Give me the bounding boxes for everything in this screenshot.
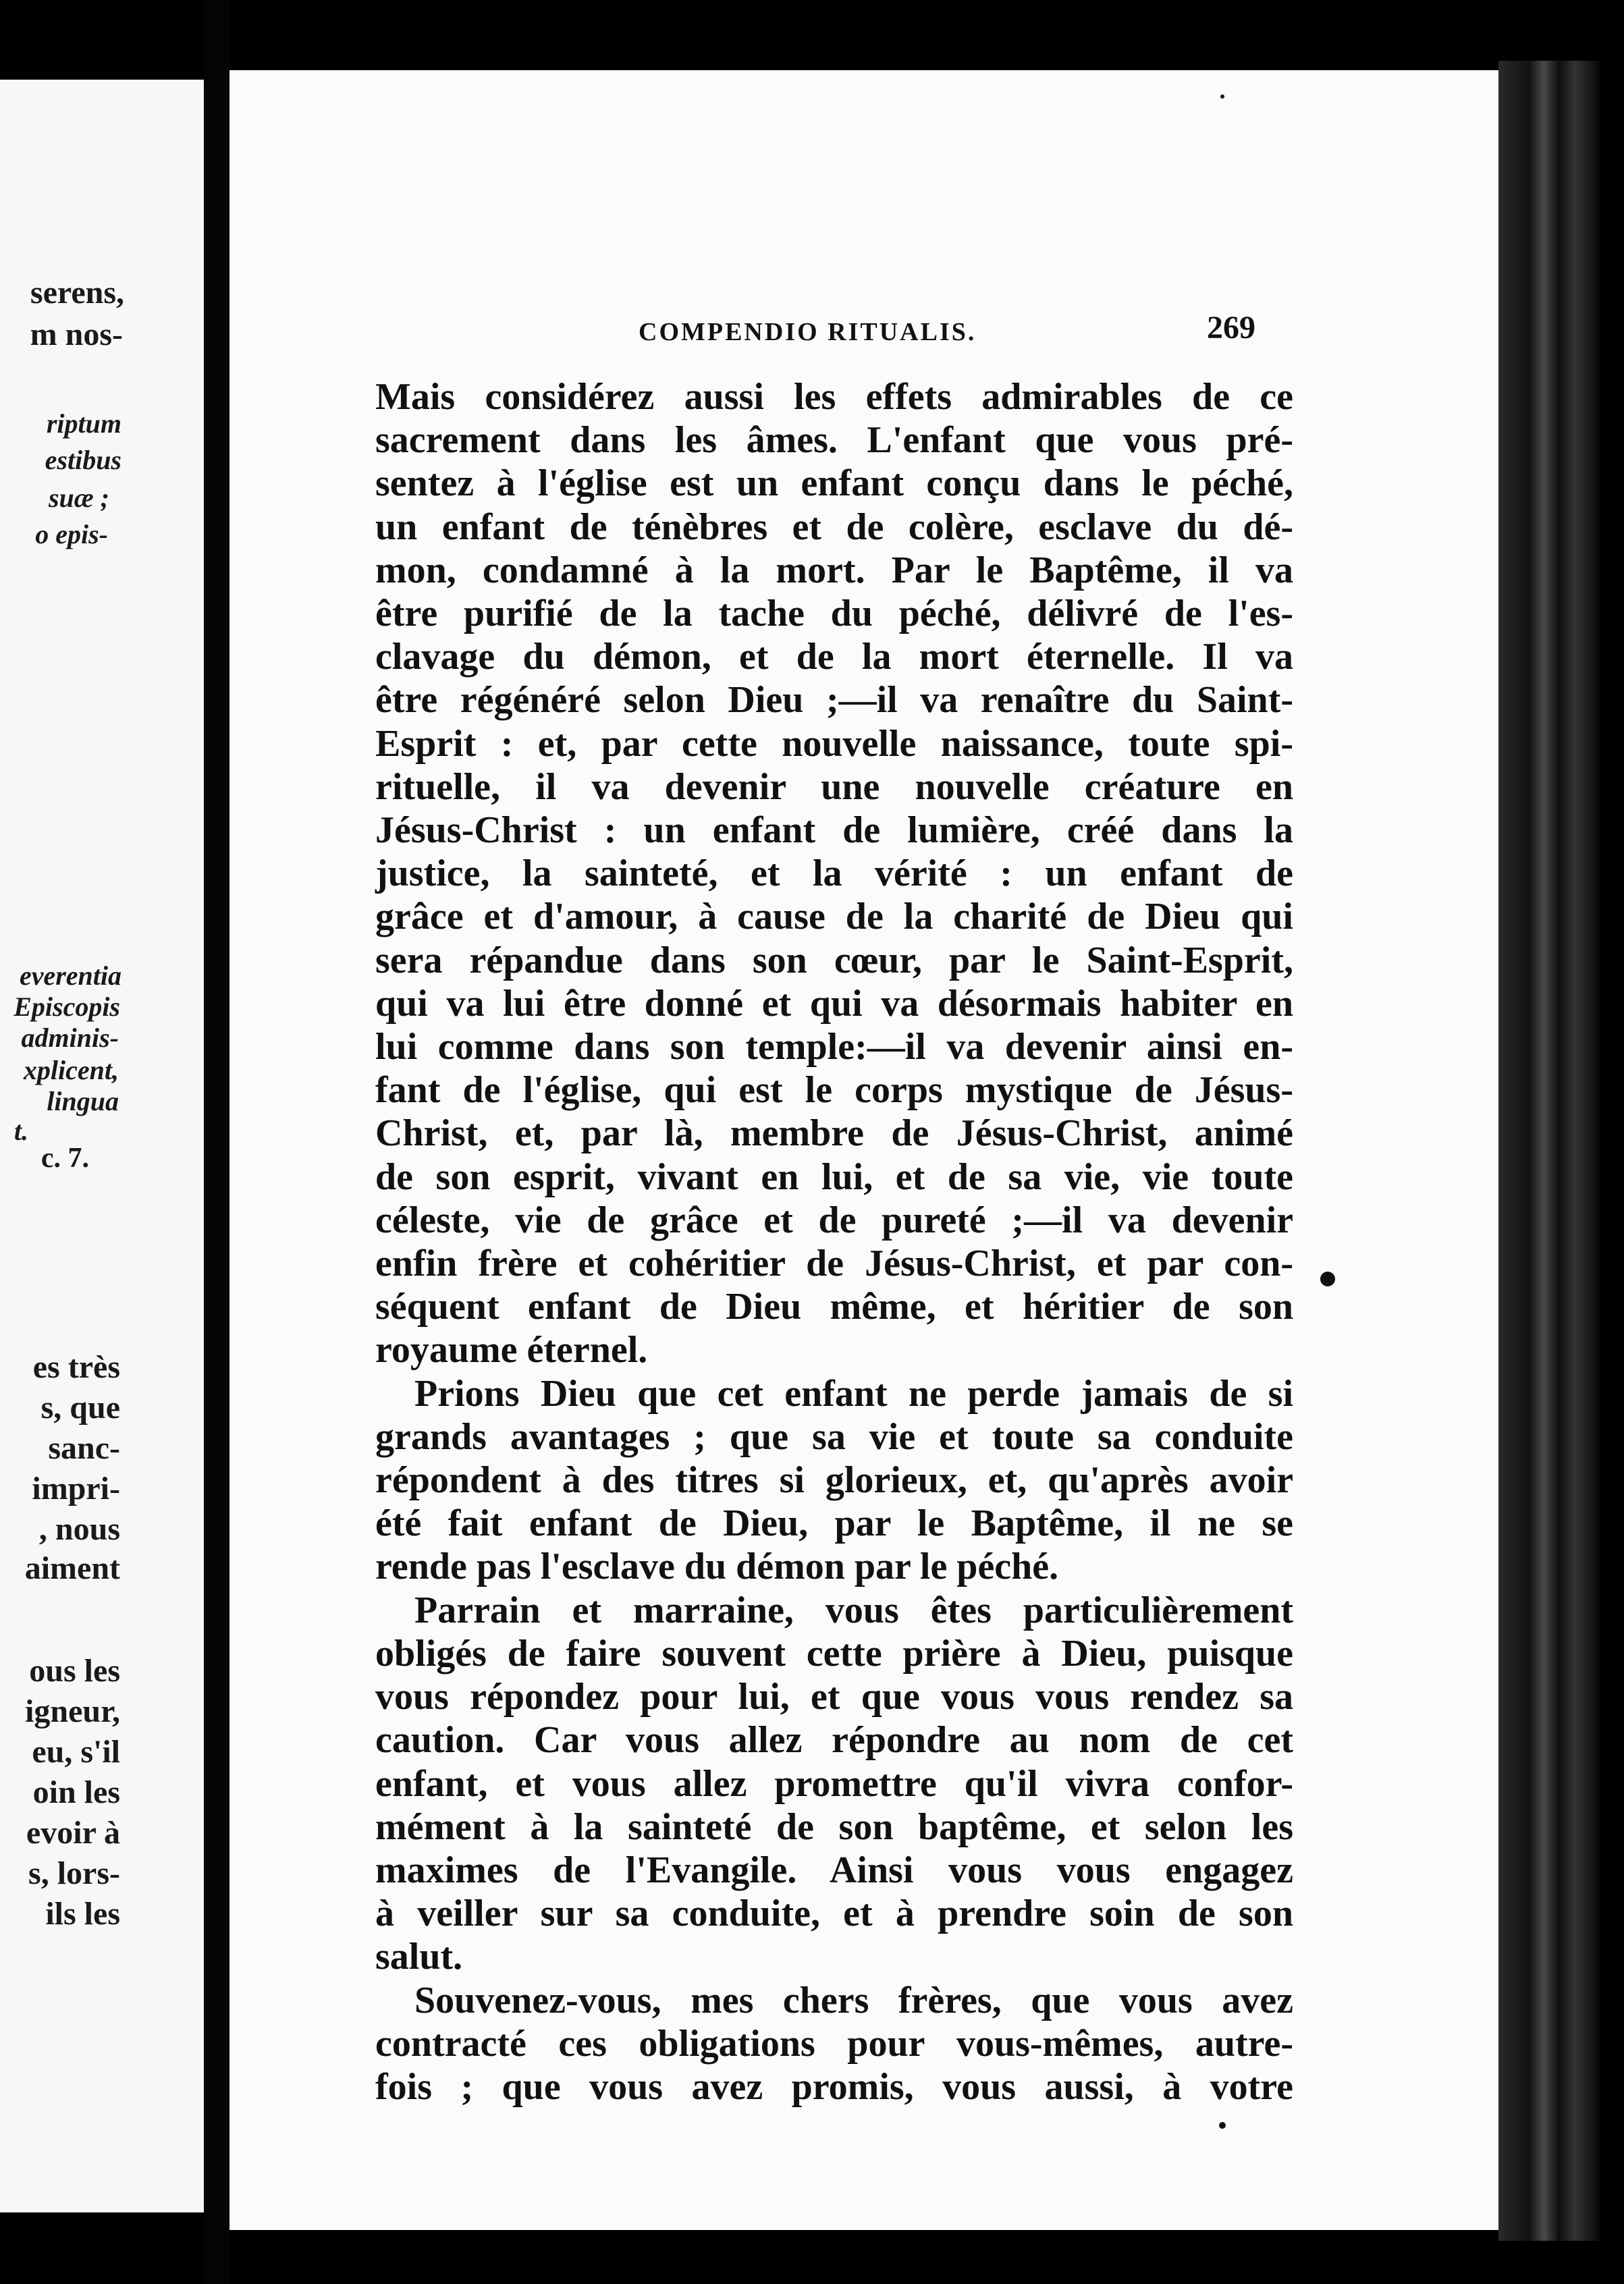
left-page-line: es très bbox=[32, 1349, 120, 1385]
left-page-line: sanc- bbox=[48, 1430, 120, 1466]
left-page-line: ils les bbox=[45, 1896, 120, 1932]
text-line: être régénéré selon Dieu ;—il va renaître du Saint- bbox=[375, 679, 1293, 722]
left-page-line: xplicent, bbox=[23, 1055, 119, 1085]
left-page-line: riptum bbox=[46, 408, 121, 439]
left-page-line: adminis- bbox=[21, 1023, 119, 1053]
text-line: un enfant de ténèbres et de colère, esclave du dé- bbox=[375, 506, 1293, 548]
text-line: justice, la sainteté, et la vérité : un enfant de bbox=[375, 852, 1293, 895]
left-page-line: , nous bbox=[38, 1511, 120, 1547]
text-line: qui va lui être donné et qui va désormais habiter en bbox=[375, 982, 1293, 1025]
text-line: Jésus-Christ : un enfant de lumière, créé dans la bbox=[375, 809, 1293, 852]
page-number: 269 bbox=[1207, 310, 1255, 346]
left-page-line: Episcopis bbox=[13, 991, 120, 1022]
text-line: été fait enfant de Dieu, par le Baptême, il ne se bbox=[375, 1502, 1293, 1545]
left-page-line: s, que bbox=[40, 1390, 120, 1425]
ink-speck bbox=[1220, 94, 1224, 99]
text-line: céleste, vie de grâce et de pureté ;—il va devenir bbox=[375, 1199, 1293, 1241]
left-page-line: everentia bbox=[19, 960, 121, 991]
text-line: fois ; que vous avez promis, vous aussi, à votre bbox=[375, 2065, 1293, 2108]
left-page-line: eu, s'il bbox=[32, 1734, 120, 1770]
text-line: mément à la sainteté de son baptême, et selon les bbox=[375, 1805, 1293, 1848]
text-line: sacrement dans les âmes. L'enfant que vous pré- bbox=[375, 419, 1293, 462]
left-page-line: s, lors- bbox=[28, 1855, 120, 1891]
text-line: clavage du démon, et de la mort éternelle. Il va bbox=[375, 636, 1293, 678]
ink-speck bbox=[1219, 2122, 1226, 2129]
text-line: obligés de faire souvent cette prière à Dieu, puisque bbox=[375, 1632, 1293, 1675]
left-page-line: ous les bbox=[29, 1653, 120, 1689]
text-line: Mais considérez aussi les effets admirables de ce bbox=[375, 376, 1293, 418]
left-page-line: serens, bbox=[30, 275, 124, 310]
text-line: fant de l'église, qui est le corps mystique de Jésus- bbox=[375, 1069, 1293, 1112]
text-line: Christ, et, par là, membre de Jésus-Christ, animé bbox=[375, 1112, 1293, 1155]
text-line: Parrain et marraine, vous êtes particulièrement bbox=[414, 1589, 1293, 1631]
text-line: lui comme dans son temple:—il va devenir ainsi en- bbox=[375, 1026, 1293, 1068]
text-line: mon, condamné à la mort. Par le Baptême, il va bbox=[375, 549, 1293, 591]
left-page-line: lingua bbox=[47, 1086, 119, 1116]
left-page-line: oin les bbox=[32, 1774, 120, 1810]
paragraph bbox=[336, 1589, 1293, 1979]
text-line: rende pas l'esclave du démon par le péché. bbox=[375, 1546, 1059, 1588]
text-line: grands avantages ; que sa vie et toute sa conduite bbox=[375, 1415, 1293, 1458]
page-header bbox=[229, 310, 1498, 358]
page-body bbox=[336, 375, 1293, 2109]
text-line: Esprit : et, par cette nouvelle naissance, toute spi- bbox=[375, 722, 1293, 765]
paragraph bbox=[336, 1979, 1293, 2109]
left-page-line: m nos- bbox=[30, 317, 123, 352]
text-line: contracté ces obligations pour vous-mêmes, autre- bbox=[375, 2022, 1293, 2065]
text-line: sentez à l'église est un enfant conçu dans le péché, bbox=[375, 462, 1293, 505]
left-page-line: estibus bbox=[45, 445, 121, 475]
running-head: COMPENDIO RITUALIS. bbox=[639, 318, 977, 346]
text-line: royaume éternel. bbox=[375, 1329, 648, 1371]
left-page-line: impri- bbox=[32, 1471, 120, 1506]
text-line: grâce et d'amour, à cause de la charité de Dieu qui bbox=[375, 896, 1293, 938]
text-line: répondent à des titres si glorieux, et, qu'après avoir bbox=[375, 1459, 1293, 1502]
text-line: salut. bbox=[375, 1936, 463, 1978]
page-edge-stack bbox=[1498, 61, 1600, 2241]
text-line: rituelle, il va devenir une nouvelle créature en bbox=[375, 765, 1293, 808]
previous-page-fragment bbox=[0, 80, 204, 2212]
book-page bbox=[229, 70, 1498, 2230]
text-line: être purifié de la tache du péché, délivré de l'es- bbox=[375, 593, 1293, 635]
left-page-line: c. 7. bbox=[40, 1143, 89, 1174]
left-page-line: evoir à bbox=[26, 1815, 120, 1851]
text-line: Souvenez-vous, mes chers frères, que vous avez bbox=[414, 1979, 1293, 2021]
left-page-line: suæ ; bbox=[48, 483, 109, 513]
text-line: à veiller sur sa conduite, et à prendre soin de son bbox=[375, 1893, 1293, 1935]
text-line: Prions Dieu que cet enfant ne perde jamais de si bbox=[414, 1372, 1293, 1415]
left-page-line: t. bbox=[13, 1116, 28, 1146]
text-line: caution. Car vous allez répondre au nom de cet bbox=[375, 1719, 1293, 1762]
paragraph bbox=[336, 1372, 1293, 1589]
text-line: enfin frère et cohéritier de Jésus-Christ, et par con- bbox=[375, 1243, 1293, 1285]
book-gutter bbox=[204, 0, 229, 2284]
text-line: sera répandue dans son cœur, par le Saint-Esprit, bbox=[375, 939, 1293, 981]
text-line: séquent enfant de Dieu même, et héritier de son bbox=[375, 1286, 1293, 1328]
paragraph bbox=[336, 375, 1293, 1372]
left-page-line: o epis- bbox=[35, 519, 108, 549]
left-page-line: aiment bbox=[24, 1550, 120, 1586]
text-line: enfant, et vous allez promettre qu'il vivra confor- bbox=[375, 1762, 1293, 1805]
text-line: vous répondez pour lui, et que vous vous rendez sa bbox=[375, 1676, 1293, 1718]
ink-speck bbox=[1320, 1272, 1335, 1286]
left-page-line: igneur, bbox=[25, 1693, 120, 1729]
text-line: maximes de l'Evangile. Ainsi vous vous engagez bbox=[375, 1849, 1293, 1891]
text-line: de son esprit, vivant en lui, et de sa vie, vie toute bbox=[375, 1155, 1293, 1198]
